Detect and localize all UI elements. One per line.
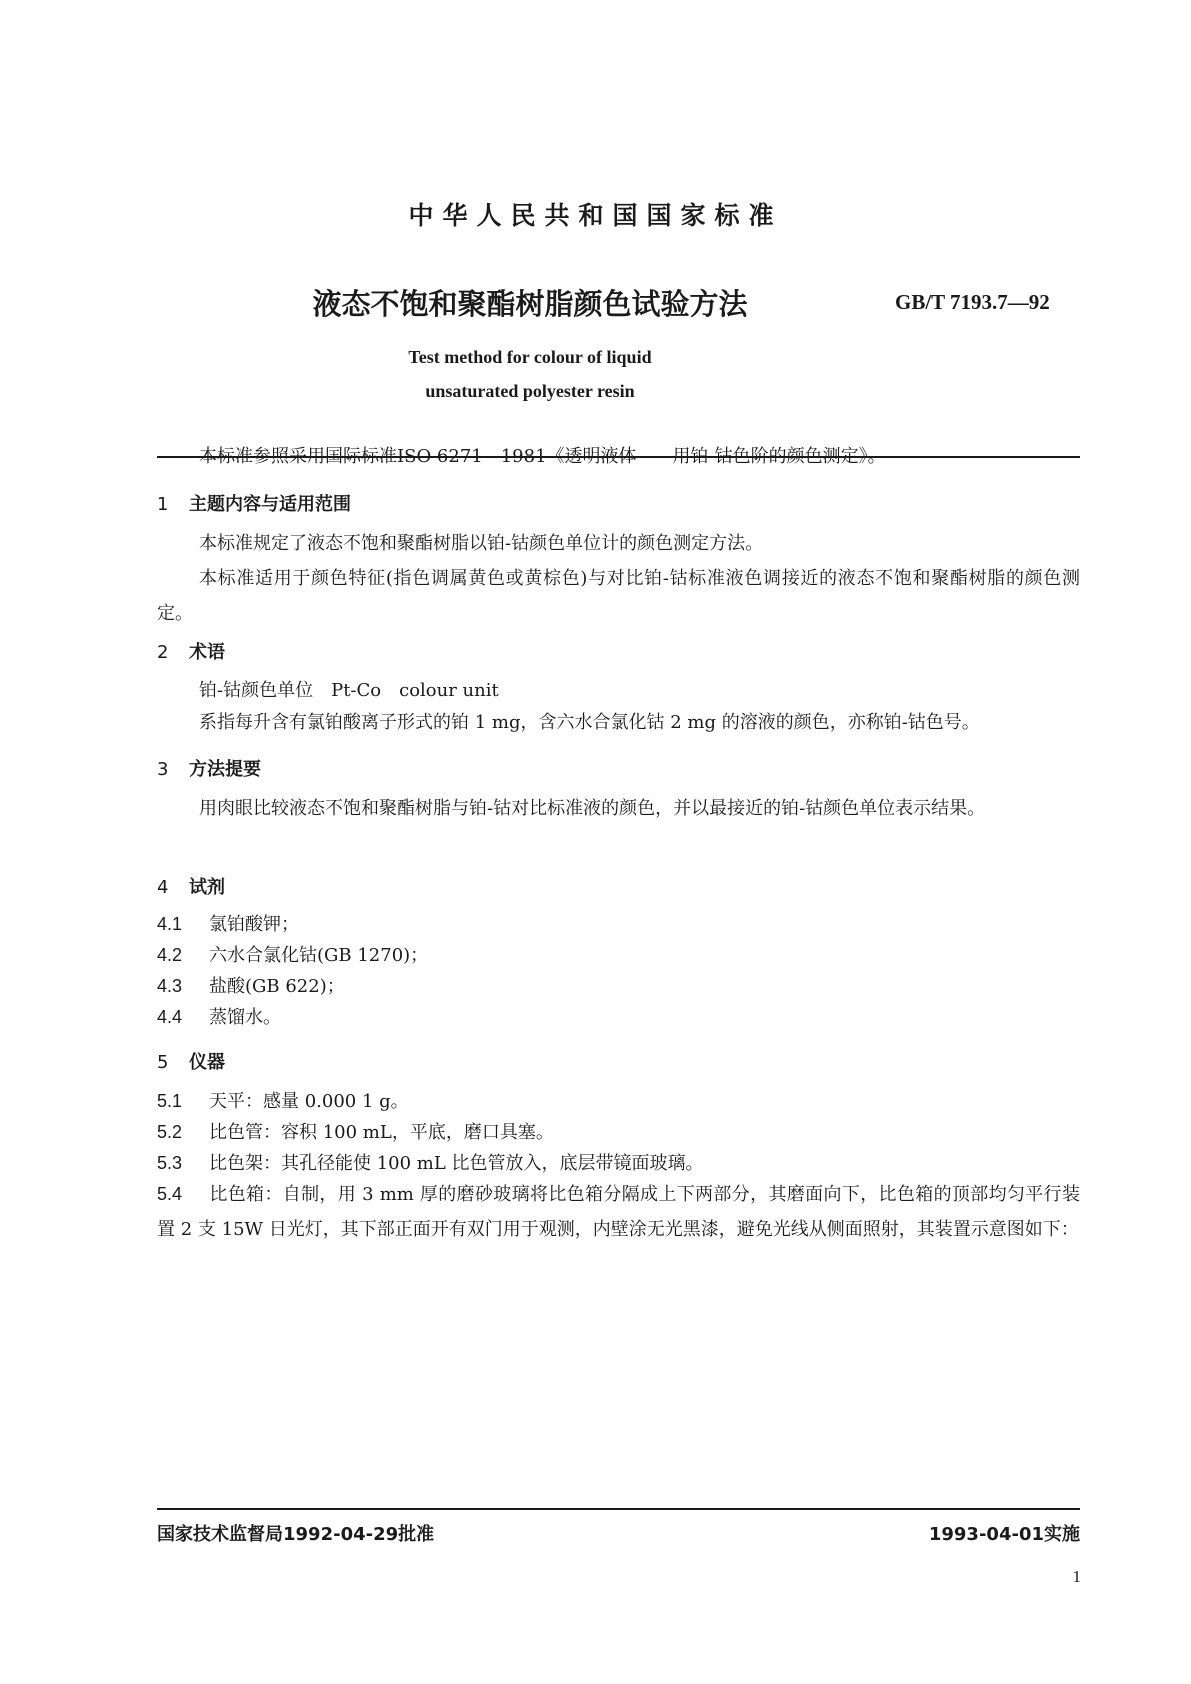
item-text: 比色管：容积 100 mL，平底，磨口具塞。 xyxy=(209,1122,554,1143)
section-2-heading xyxy=(157,638,225,664)
footer-divider xyxy=(157,1508,1080,1510)
section-number: 2 xyxy=(157,642,169,663)
section-1-heading xyxy=(157,490,351,516)
national-standard-header: 中华人民共和国国家标准 xyxy=(408,201,783,230)
section-title: 术语 xyxy=(189,642,225,663)
section-number: 4 xyxy=(157,877,169,898)
item-number: 5.4 xyxy=(157,1184,183,1204)
title-row xyxy=(0,282,1191,322)
apparatus-item xyxy=(157,1177,1080,1247)
english-title-line-1: Test method for colour of liquid xyxy=(408,347,652,367)
item-text: 比色箱：自制，用 3 mm 厚的磨砂玻璃将比色箱分隔成上下两部分，其磨面向下，比色箱的顶部均匀平行装置 2 支 15W 日光灯，其下部正面开有双门用于观测，内壁涂无光黑漆，避免光线从侧面照射，其装置示意图如下： xyxy=(157,1184,1080,1240)
section-number: 5 xyxy=(157,1052,169,1073)
item-number: 4.1 xyxy=(157,914,183,934)
section-title: 仪器 xyxy=(189,1052,225,1073)
section-3-paragraph: 用肉眼比较液态不饱和聚酯树脂与铂-钴对比标准液的颜色，并以最接近的铂-钴颜色单位表示结果。 xyxy=(199,798,986,819)
item-text: 氯铂酸钾； xyxy=(209,914,299,935)
section-4-heading xyxy=(157,873,225,899)
item-number: 5.3 xyxy=(157,1153,183,1173)
reagent-item xyxy=(157,938,1080,973)
approval-date: 国家技术监督局1992-04-29批准 xyxy=(157,1524,435,1545)
intro-paragraph: 本标准参照采用国际标准ISO 6271—1981《透明液体——用铂-钴色阶的颜色测定》。 xyxy=(199,446,886,467)
item-number: 4.4 xyxy=(157,1007,183,1027)
apparatus-item xyxy=(157,1115,1080,1150)
section-title: 试剂 xyxy=(189,877,225,898)
section-1-paragraph-1: 本标准规定了液态不饱和聚酯树脂以铂-钴颜色单位计的颜色测定方法。 xyxy=(199,533,764,554)
apparatus-item xyxy=(157,1084,1080,1119)
standard-number: GB/T 7193.7—92 xyxy=(895,290,1050,314)
item-text: 盐酸(GB 622)； xyxy=(209,976,345,997)
item-text: 天平：感量 0.000 1 g。 xyxy=(209,1091,409,1112)
reagent-item xyxy=(157,907,1080,942)
page-number: 1 xyxy=(1072,1567,1081,1586)
section-title: 主题内容与适用范围 xyxy=(189,494,351,515)
item-number: 4.3 xyxy=(157,976,183,996)
section-1-paragraph-2: 本标准适用于颜色特征(指色调属黄色或黄棕色)与对比铂-钴标准液色调接近的液态不饱和聚酯树脂的颜色测定。 xyxy=(157,568,1080,624)
section-3-heading xyxy=(157,755,261,781)
reagent-item xyxy=(157,969,1080,1004)
item-text: 蒸馏水。 xyxy=(209,1007,281,1028)
section-number: 3 xyxy=(157,759,169,780)
apparatus-item xyxy=(157,1146,1080,1181)
item-text: 六水合氯化钴(GB 1270)； xyxy=(209,945,429,966)
document-title: 液态不饱和聚酯树脂颜色试验方法 xyxy=(312,287,748,321)
section-number: 1 xyxy=(157,494,169,515)
item-number: 5.1 xyxy=(157,1091,183,1111)
item-number: 5.2 xyxy=(157,1122,183,1142)
term-name: 铂-钴颜色单位 Pt-Co colour unit xyxy=(199,680,499,701)
section-title: 方法提要 xyxy=(189,759,261,780)
item-text: 比色架：其孔径能使 100 mL 比色管放入，底层带镜面玻璃。 xyxy=(209,1153,704,1174)
reagent-item xyxy=(157,1000,1080,1035)
english-title-line-2: unsaturated polyester resin xyxy=(425,381,635,401)
section-5-heading xyxy=(157,1048,225,1074)
term-definition: 系指每升含有氯铂酸离子形式的铂 1 mg，含六水合氯化钴 2 mg 的溶液的颜色，亦称铂-钴色号。 xyxy=(199,712,980,733)
implementation-date: 1993-04-01实施 xyxy=(928,1524,1080,1545)
item-number: 4.2 xyxy=(157,945,183,965)
